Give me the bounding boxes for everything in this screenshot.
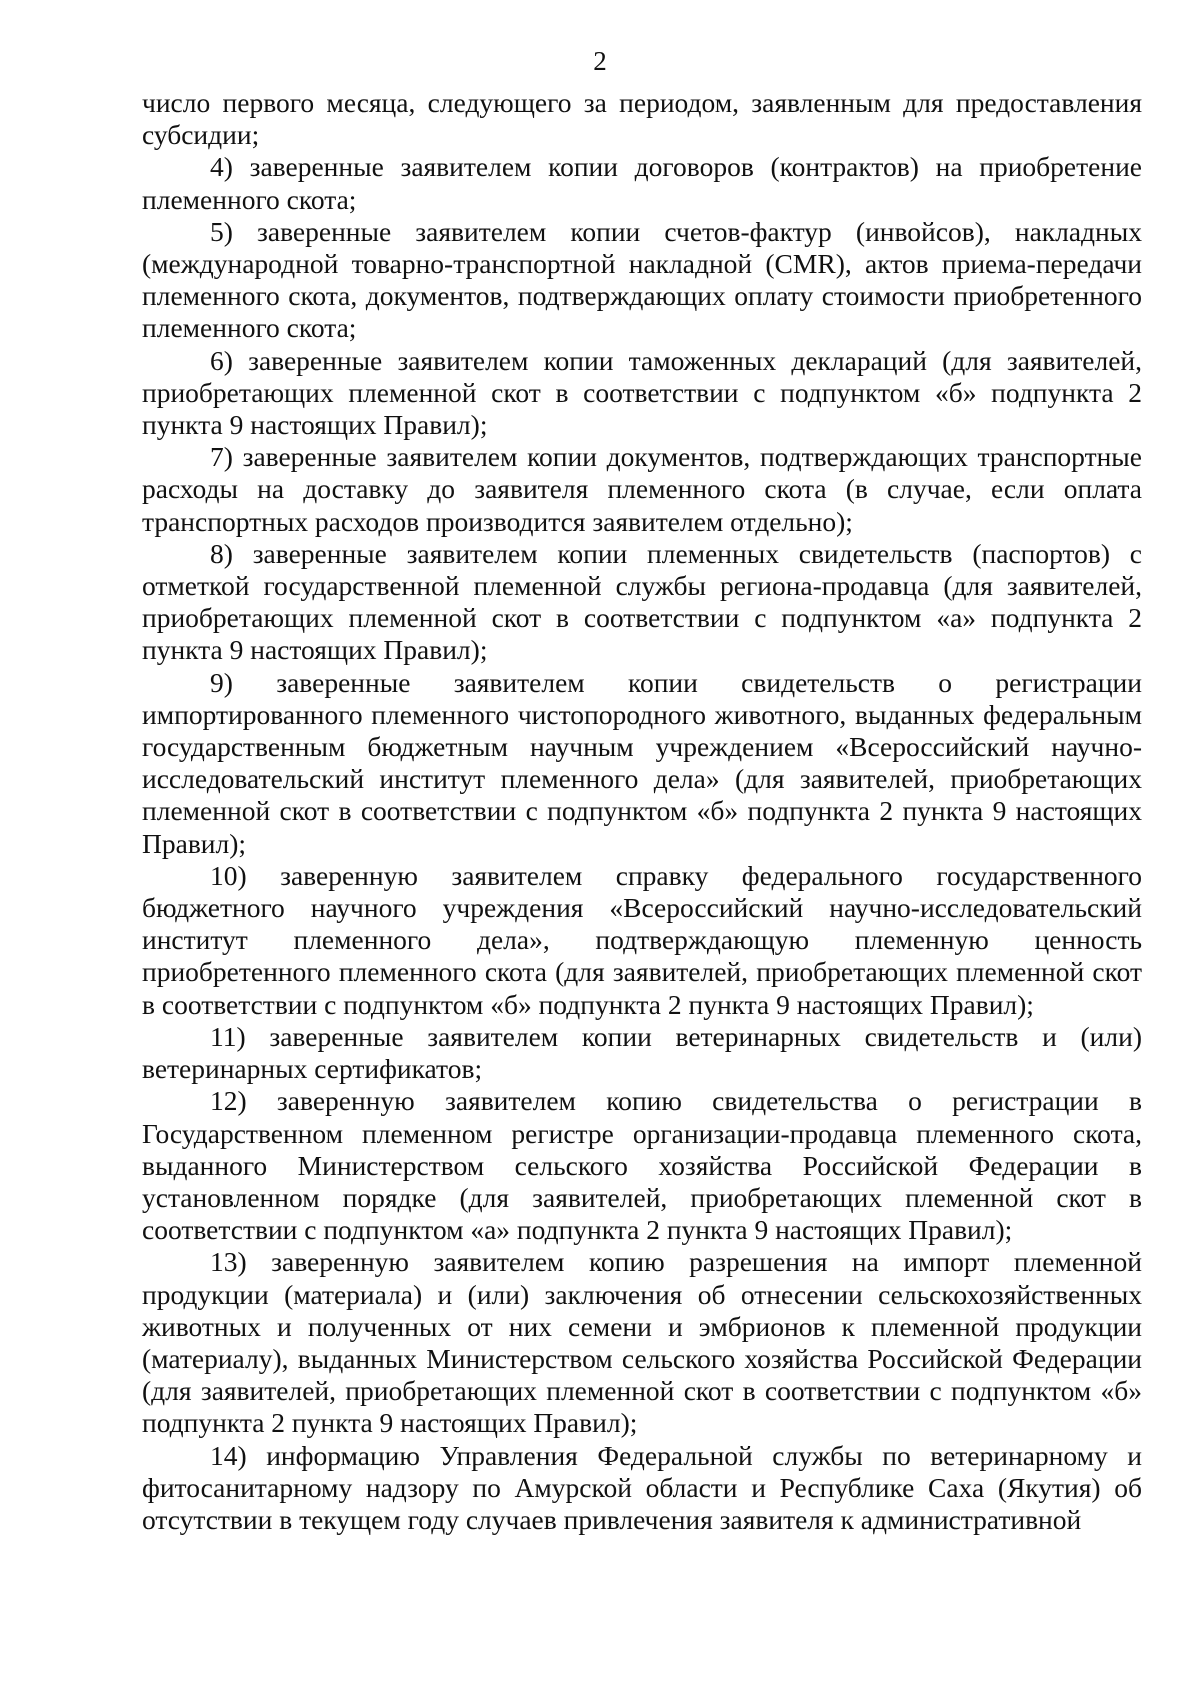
page-number: 2 <box>593 46 607 76</box>
paragraph-item-9: 9) заверенные заявителем копии свидетельств о регистрации импортированного племенного чистопородного животного, выданных федеральным государственным бюджетным научным учреждением «Всероссийский научно-исследовательский институт племенного дела» (для заявителей, приобретающих племенной скот в соответствии с подпунктом «б» подпункта 2 пункта 9 настоящих Правил); <box>142 666 1142 859</box>
paragraph-item-11: 11) заверенные заявителем копии ветеринарных свидетельств и (или) ветеринарных сертификатов; <box>142 1020 1142 1085</box>
paragraph-item-12: 12) заверенную заявителем копию свидетельства о регистрации в Государственном племенном регистре организации-продавца племенного скота, выданного Министерством сельского хозяйства Российской Федерации в установленном порядке (для заявителей, приобретающих племенной скот в соответствии с подпунктом «а» подпункта 2 пункта 9 настоящих Правил); <box>142 1085 1142 1246</box>
paragraph-item-8: 8) заверенные заявителем копии племенных свидетельств (паспортов) с отметкой государственной племенной службы региона-продавца (для заявителей, приобретающих племенной скот в соответствии с подпунктом «а» подпункта 2 пункта 9 настоящих Правил); <box>142 537 1142 666</box>
paragraph-item-7: 7) заверенные заявителем копии документов, подтверждающих транспортные расходы на доставку до заявителя племенного скота (в случае, если оплата транспортных расходов производится заявителем отдельно); <box>142 441 1142 537</box>
paragraph-item-6: 6) заверенные заявителем копии таможенных деклараций (для заявителей, приобретающих племенной скот в соответствии с подпунктом «б» подпункта 2 пункта 9 настоящих Правил); <box>142 344 1142 441</box>
paragraph-item-10: 10) заверенную заявителем справку федерального государственного бюджетного научного учреждения «Всероссийский научно-исследовательский институт племенного дела», подтверждающую племенную ценность приобретенного племенного скота (для заявителей, приобретающих племенной скот в соответствии с подпунктом «б» подпункта 2 пункта 9 настоящих Правил); <box>142 859 1142 1020</box>
document-body <box>142 87 1142 1536</box>
paragraph-item-5: 5) заверенные заявителем копии счетов-фактур (инвойсов), накладных (международной товарно-транспортной накладной (CMR), актов приема-передачи племенного скота, документов, подтверждающих оплату стоимости приобретенного племенного скота; <box>142 215 1142 344</box>
paragraph-continuation: число первого месяца, следующего за периодом, заявленным для предоставления субсидии; <box>142 87 1142 151</box>
paragraph-item-4: 4) заверенные заявителем копии договоров (контрактов) на приобретение племенного скота; <box>142 151 1142 215</box>
paragraph-item-14: 14) информацию Управления Федеральной службы по ветеринарному и фитосанитарному надзору по Амурской области и Республике Саха (Якутия) об отсутствии в текущем году случаев привлечения заявителя к административной <box>142 1439 1142 1535</box>
paragraph-item-13: 13) заверенную заявителем копию разрешения на импорт племенной продукции (материала) и (или) заключения об отнесении сельскохозяйственных животных и полученных от них семени и эмбрионов к племенной продукции (материалу), выданных Министерством сельского хозяйства Российской Федерации (для заявителей, приобретающих племенной скот в соответствии с подпунктом «б» подпункта 2 пункта 9 настоящих Правил); <box>142 1246 1142 1439</box>
